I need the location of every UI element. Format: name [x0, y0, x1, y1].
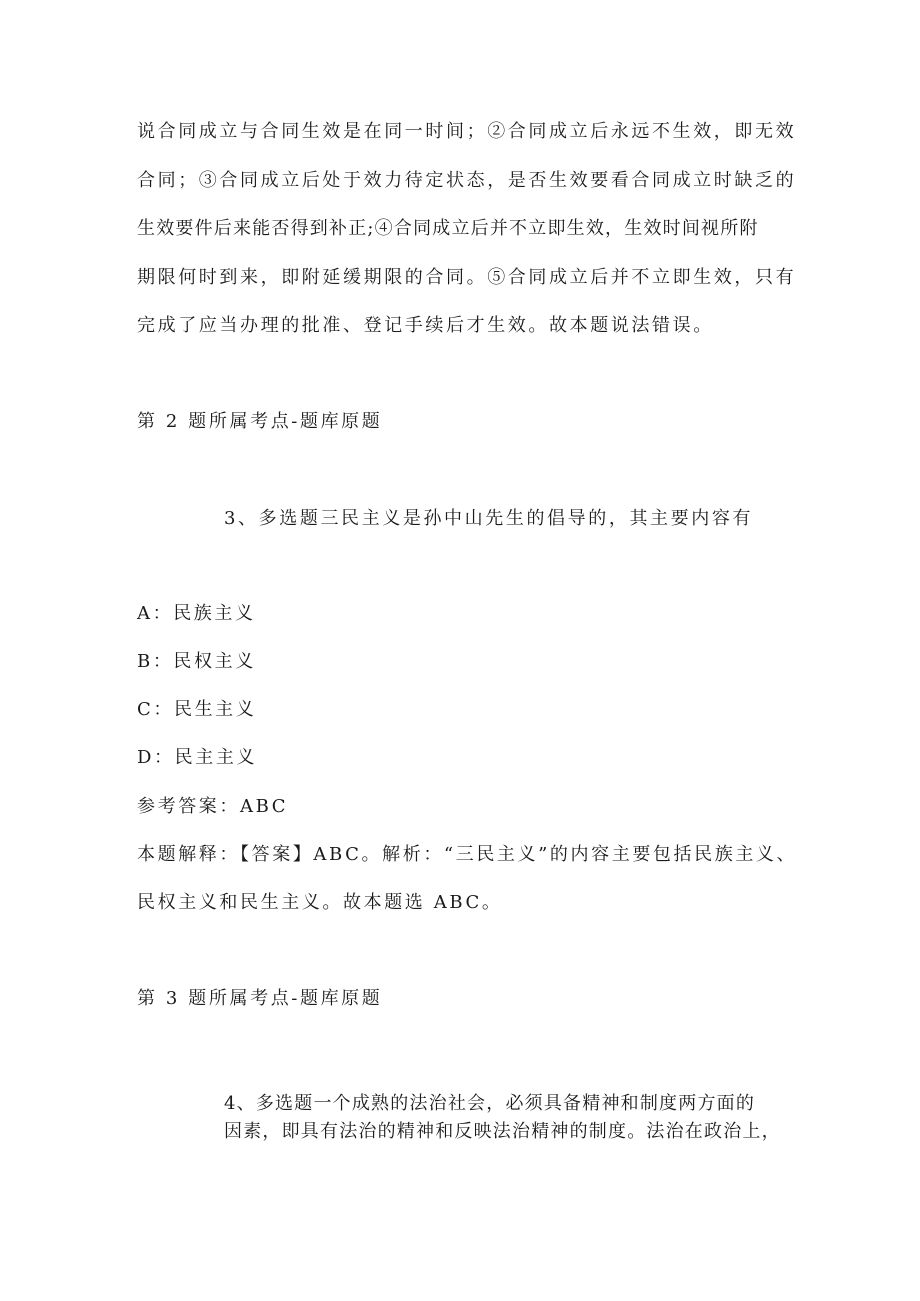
- explanation-line: 民权主义和民生主义。故本题选 ABC。: [137, 892, 503, 913]
- paragraph-line: 说合同成立与合同生效是在同一时间；②合同成立后永远不生效，即无效: [137, 121, 797, 142]
- paragraph-line: 合同；③合同成立后处于效力待定状态，是否生效要看合同成立时缺乏的: [137, 170, 797, 191]
- paragraph-line: 完成了应当办理的批准、登记手续后才生效。故本题说法错误。: [137, 315, 714, 336]
- option-a: A：民族主义: [137, 603, 256, 624]
- reference-answer: 参考答案：ABC: [137, 796, 289, 817]
- option-c: C：民生主义: [137, 699, 257, 720]
- question-3-topic: 第 3 题所属考点-题库原题: [137, 988, 383, 1009]
- option-d: D：民主主义: [137, 747, 258, 768]
- question-2-topic: 第 2 题所属考点-题库原题: [137, 411, 383, 432]
- paragraph-line: 期限何时到来，即附延缓期限的合同。⑤合同成立后并不立即生效，只有: [137, 267, 797, 288]
- option-b: B：民权主义: [137, 651, 256, 672]
- question-4-title-line: 4、多选题一个成熟的法治社会，必须具备精神和制度两方面的: [224, 1093, 756, 1114]
- question-4-title-line: 因素，即具有法治的精神和反映法治精神的制度。法治在政治上，: [224, 1121, 781, 1142]
- explanation-line: 本题解释：【答案】ABC。解析：“三民主义”的内容主要包括民族主义、: [137, 844, 798, 865]
- question-3-title: 3、多选题三民主义是孙中山先生的倡导的，其主要内容有: [224, 508, 754, 529]
- paragraph-line: 生效要件后来能否得到补正;④合同成立后并不立即生效，生效时间视所附: [137, 218, 759, 239]
